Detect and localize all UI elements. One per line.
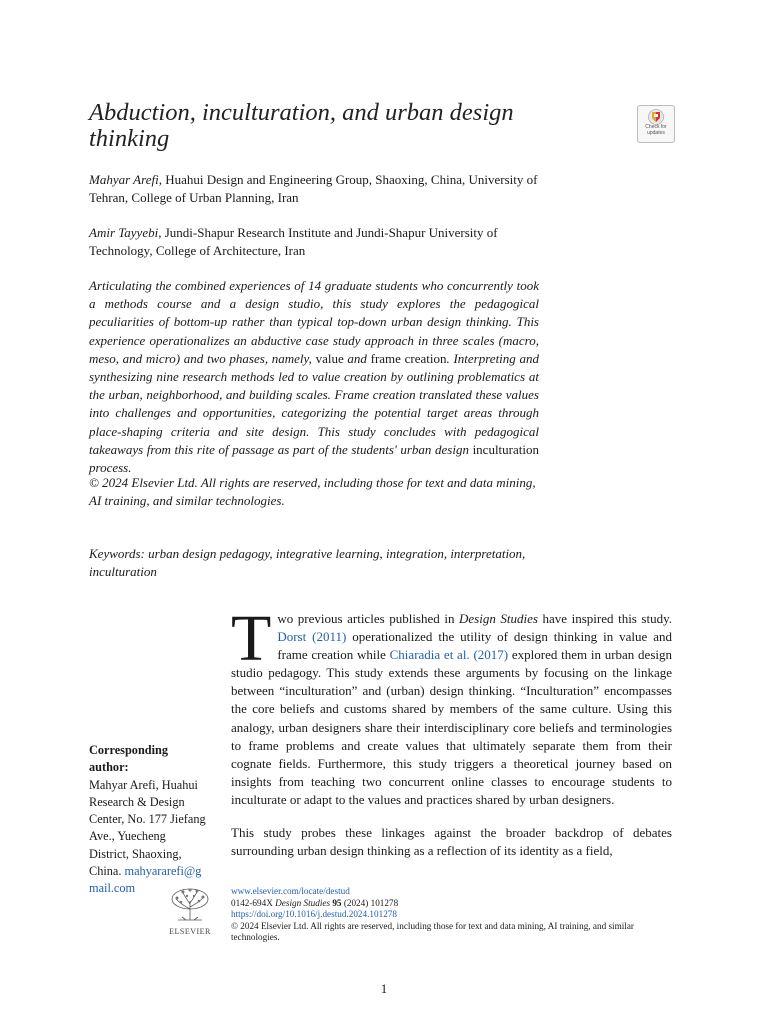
abstract-term-frame: frame creation (370, 350, 447, 366)
author-1 (89, 171, 539, 207)
doi-link[interactable]: https://doi.org/10.1016/j.destud.2024.101278 (231, 909, 397, 920)
corresponding-email-link[interactable]: mahyararefi@gmail.com (89, 864, 202, 896)
abstract-copyright: © 2024 Elsevier Ltd. All rights are reserved, including those for text and data mining, AI training, and similar technologies. (89, 475, 536, 508)
author-affiliation: , Jundi-Shapur Research Institute and Jundi-Shapur University of Technology, College of Architecture, Iran (89, 225, 498, 258)
issn: 0142-694X (231, 897, 276, 908)
author-affiliation: , Huahui Design and Engineering Group, Shaoxing, China, University of Tehran, College of Urban Planning, Iran (89, 172, 538, 205)
body-text-span: explored them in urban design studio pedagogy. This study extends these arguments by focusing on the linkage between “inculturation” and (urban) design thinking. “Inculturation” encompasses the core beliefs and customs shared by members of the same culture. Using this analogy, urban designers share their interdisciplinary core beliefs and terminologies to frame problems and create values that ultimately separate them from their cognate fields. Furthermore, this study triggers a theoretical journey based on insights from teaching two concurrent online classes to encourage students to inculturate or adapt to the values and practices shared by urban designers. (231, 647, 672, 807)
abstract-text: process. (89, 460, 132, 476)
elsevier-tree-icon (168, 887, 212, 921)
body-text-span: have inspired this study. (537, 611, 673, 626)
check-for-updates-badge[interactable] (637, 105, 675, 143)
citation-line (231, 898, 681, 910)
corresponding-label: Corresponding author: (89, 743, 169, 775)
volume: 95 (332, 897, 342, 908)
body-text (231, 602, 673, 860)
abstract-text: and (343, 350, 371, 366)
article-title: Abduction, inculturation, and urban design thinking (89, 99, 514, 152)
footer (231, 886, 681, 944)
body-text-span: wo previous articles published in (277, 611, 460, 626)
corresponding-address: Mahyar Arefi, Huahui Research & Design Center, No. 177 Jiefang Ave., Yuecheng District, Shaoxing, China. (89, 777, 206, 879)
corresponding-author-note (89, 742, 207, 898)
abstract-term-inculturation: inculturation (472, 441, 539, 457)
footer-journal: Design Studies (275, 897, 331, 908)
footer-copyright: © 2024 Elsevier Ltd. All rights are reserved, including those for text and data mining, AI training, and similar technologies. (231, 920, 634, 943)
abstract-term-value: value (315, 350, 344, 366)
elsevier-logo (165, 887, 215, 936)
abstract-text: . Interpreting and synthesizing nine research methods led to value creation by outlining problematics at the urban, neighborhood, and building scales. Frame creation translated these values into challenges and opportunities, categorizing the potential target areas through place-shaping criteria and site design. This study concludes with pedagogical takeaways from this rite of passage as part of the students' urban design (89, 350, 539, 457)
reference-link-dorst[interactable]: Dorst (2011) (277, 629, 347, 645)
badge-line1: Check for (645, 124, 667, 130)
keywords: Keywords: urban design pedagogy, integrative learning, integration, interpretation, inculturation (89, 546, 526, 580)
abstract (89, 277, 539, 477)
reference-link-chiaradia[interactable]: Chiaradia et al. (2017) (389, 647, 509, 663)
page-number: 1 (380, 981, 388, 996)
year-article: (2024) 101278 (341, 897, 399, 908)
publisher-name: ELSEVIER (169, 927, 211, 936)
body-paragraph-2: This study probes these linkages against the broader backdrop of debates surrounding urban design thinking as a reflection of its identity as a field, (231, 825, 672, 859)
author-name: Mahyar Arefi (89, 172, 159, 187)
journal-url-link[interactable]: www.elsevier.com/locate/destud (231, 886, 350, 896)
body-text-span: operationalized the utility of design thinking in value and frame creation while (277, 629, 672, 663)
author-name: Amir Tayyebi (89, 225, 159, 240)
badge-line2: updates (647, 129, 665, 136)
abstract-text: Articulating the combined experiences of 14 graduate students who concurrently took a methods course and a design studio, this study explores the pedagogical peculiarities of bottom-up rather than typical top-down urban design thinking. This experience operationalizes an abductive case study approach in three scales (macro, meso, and micro) and two phases, namely, (89, 278, 539, 366)
crossmark-icon (648, 109, 664, 125)
drop-cap: T (231, 602, 272, 675)
journal-name: Design Studies (459, 611, 538, 626)
author-2 (89, 224, 539, 260)
